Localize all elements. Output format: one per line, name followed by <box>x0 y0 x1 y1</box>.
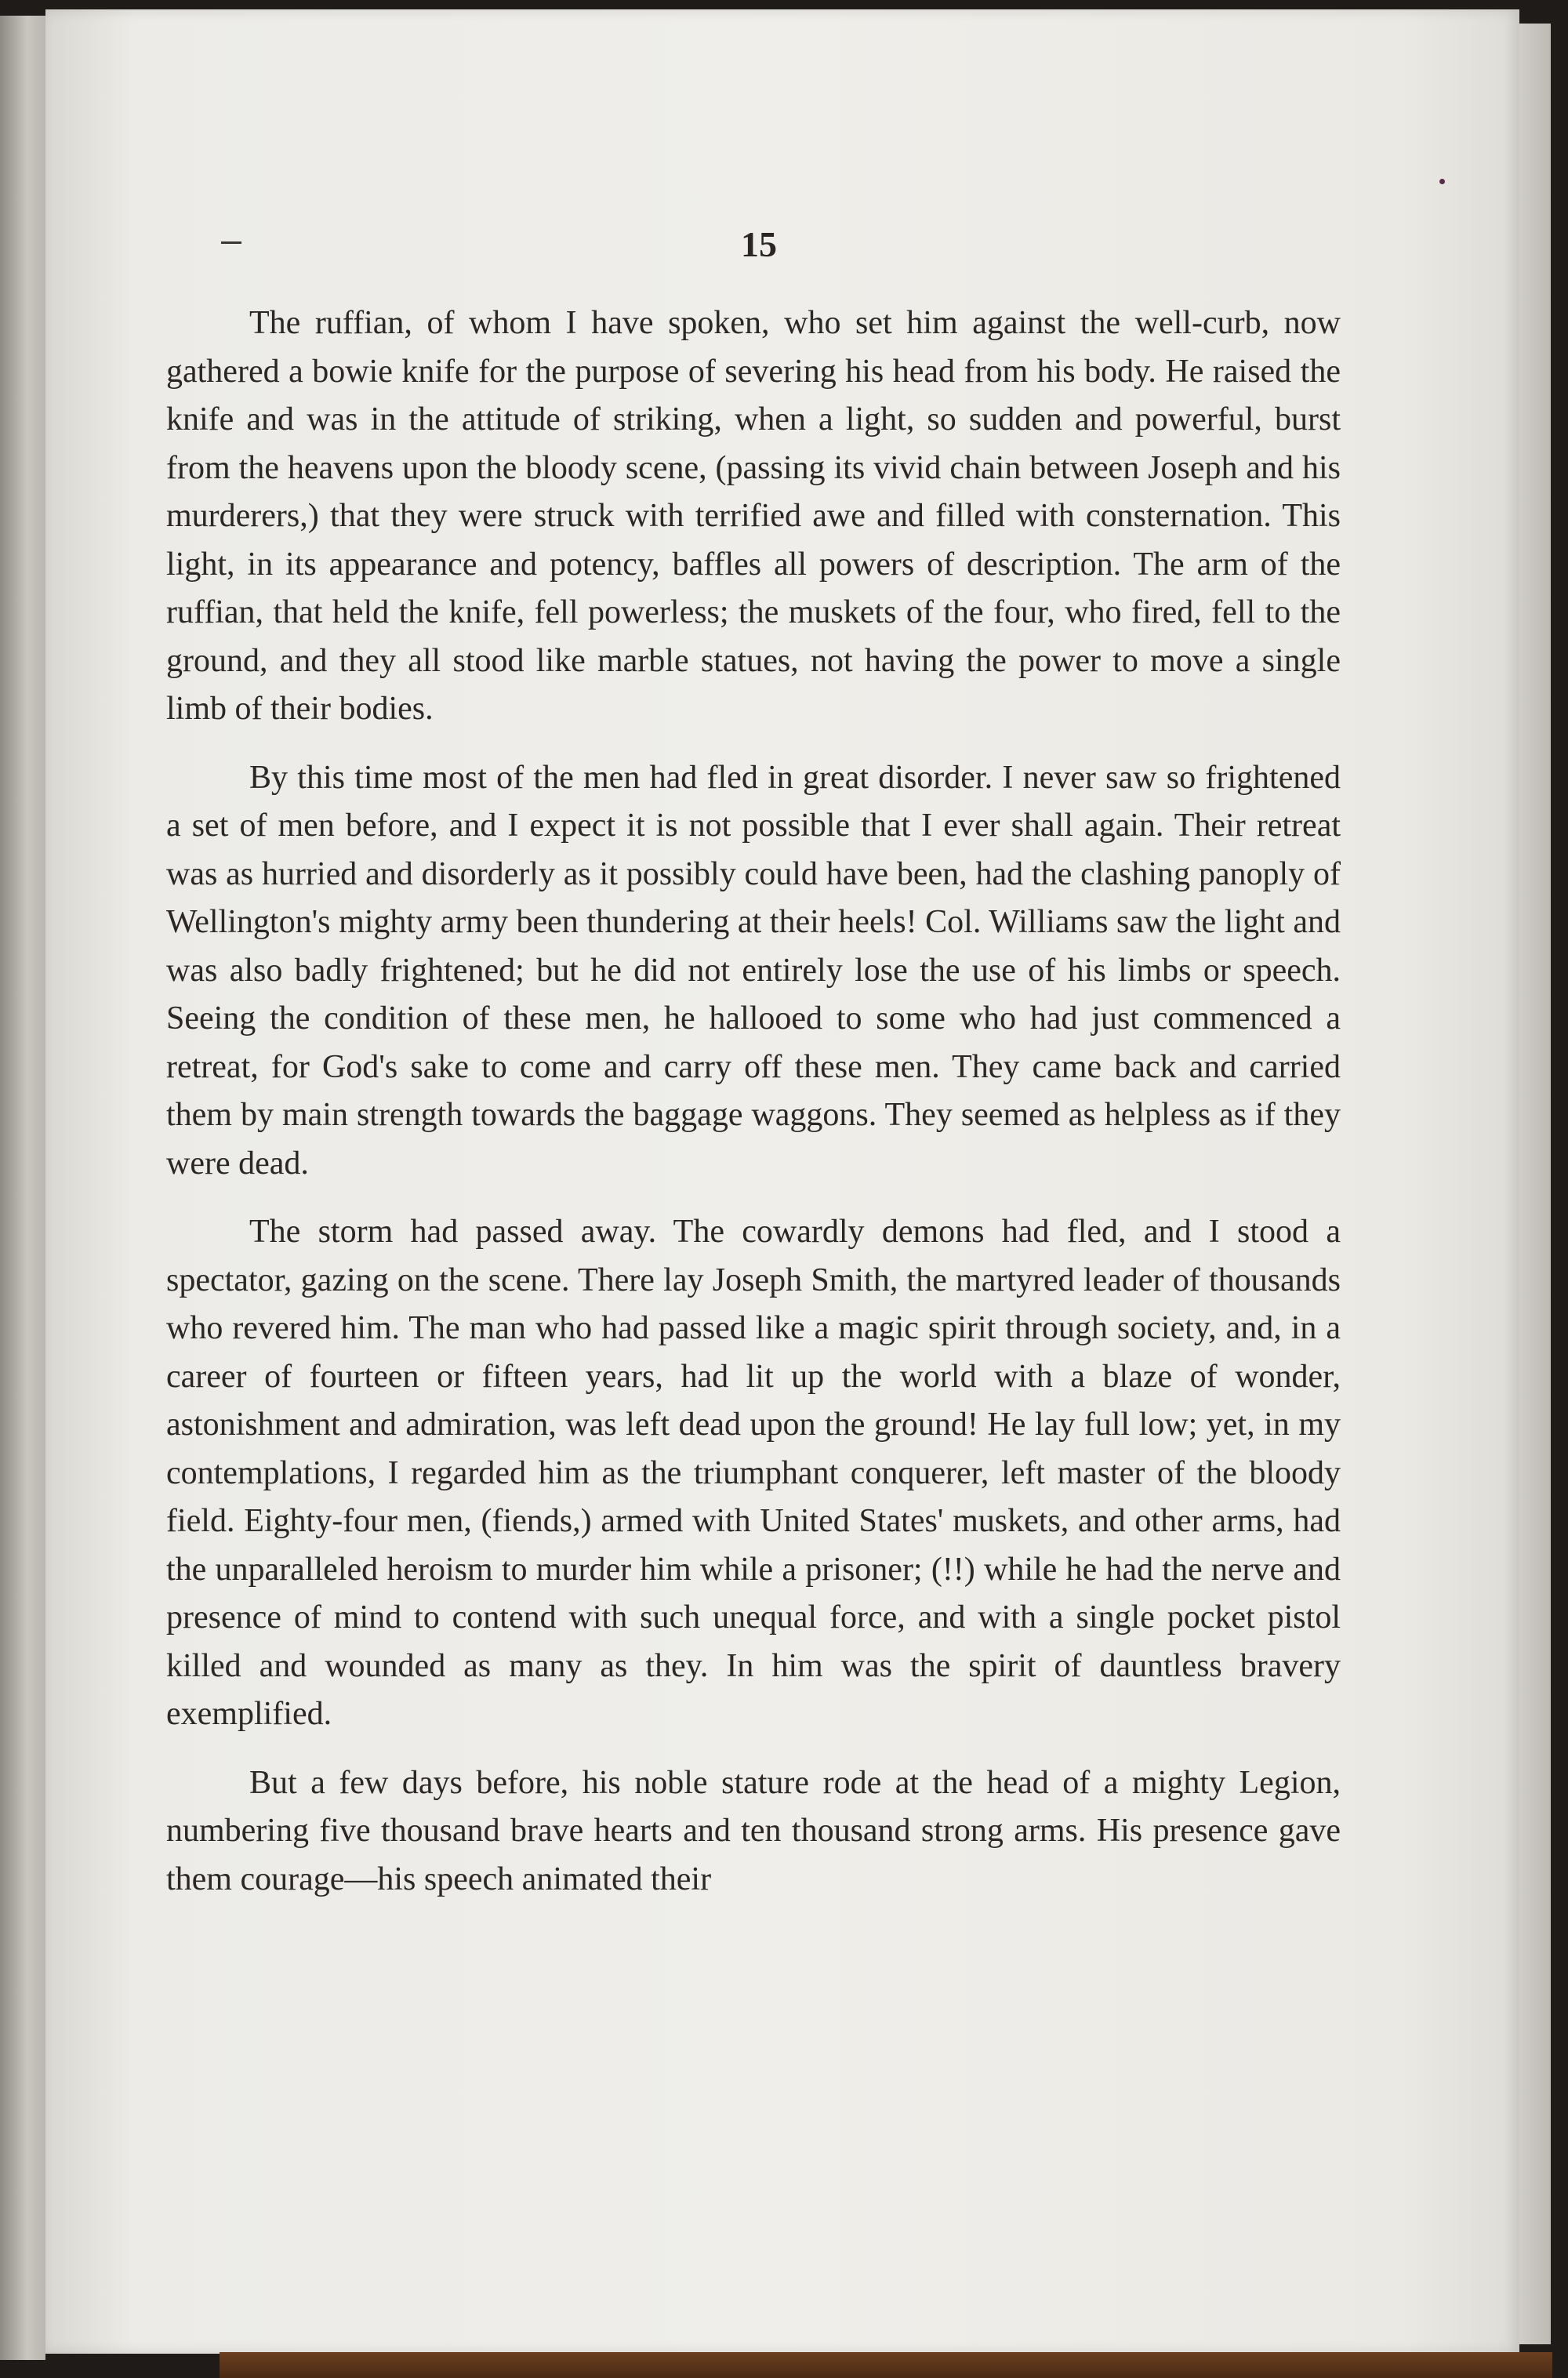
stray-ink-mark <box>1439 179 1445 184</box>
paragraph: By this time most of the men had fled in great disorder. I never saw so frightened a set of men before, and I expect it is not possible that I ever shall again. Their retreat was as hurried and disorderly as it possibly could have been, had the clashing panoply of Wellington's mighty army been thundering at their heels! Col. Williams saw the light and was also badly frightened; but he did not entirely lose the use of his limbs or speech. Seeing the condition of these men, he hallooed to some who had just commenced a retreat, for God's sake to come and carry off these men. They came back and carried them by main strength towards the baggage waggons. They seemed as helpless as if they were dead. <box>166 759 1341 1182</box>
stray-ink-mark <box>221 241 241 244</box>
paragraph: The ruffian, of whom I have spoken, who set him against the well-curb, now gathered a bowie knife for the purpose of severing his head from his body. He raised the knife and was in the attitude of striking, when a light, so sudden and powerful, burst from the heavens upon the bloody scene, (passing its vivid chain between Joseph and his murderers,) that they were struck with terrified awe and filled with consternation. This light, in its appearance and potency, baffles all powers of description. The arm of the ruffian, that held the knife, fell powerless; the muskets of the four, who fired, fell to the ground, and they all stood like marble statues, not having the power to move a single limb of their bodies. <box>166 305 1341 727</box>
book-binding <box>220 2352 1552 2378</box>
paragraph: The storm had passed away. The cowardly demons had fled, and I stood a spectator, gazing on the scene. There lay Joseph Smith, the martyred leader of thousands who revered him. The man who had passed like a magic spirit through society, and, in a career of fourteen or fifteen years, had lit up the world with a blaze of wonder, astonishment and admiration, was left dead upon the ground! He lay full low; yet, in my contemplations, I regarded him as the triumphant conquerer, left master of the bloody field. Eighty-four men, (fiends,) armed with United States' muskets, and other arms, had the unparalleled heroism to murder him while a prisoner; (!!) while he had the nerve and presence of mind to contend with such unequal force, and with a single pocket pistol killed and wounded as many as they. In him was the spirit of dauntless bravery exemplified. <box>166 1214 1341 1732</box>
left-page-edge <box>0 16 45 2360</box>
right-page-edge <box>1519 24 1551 2344</box>
page-body <box>166 300 1341 1924</box>
page-number: 15 <box>741 224 777 264</box>
paragraph: But a few days before, his noble stature rode at the head of a mighty Legion, numbering five thousand brave hearts and ten thousand strong arms. His presence gave them courage—his speech animated their <box>166 1764 1341 1897</box>
